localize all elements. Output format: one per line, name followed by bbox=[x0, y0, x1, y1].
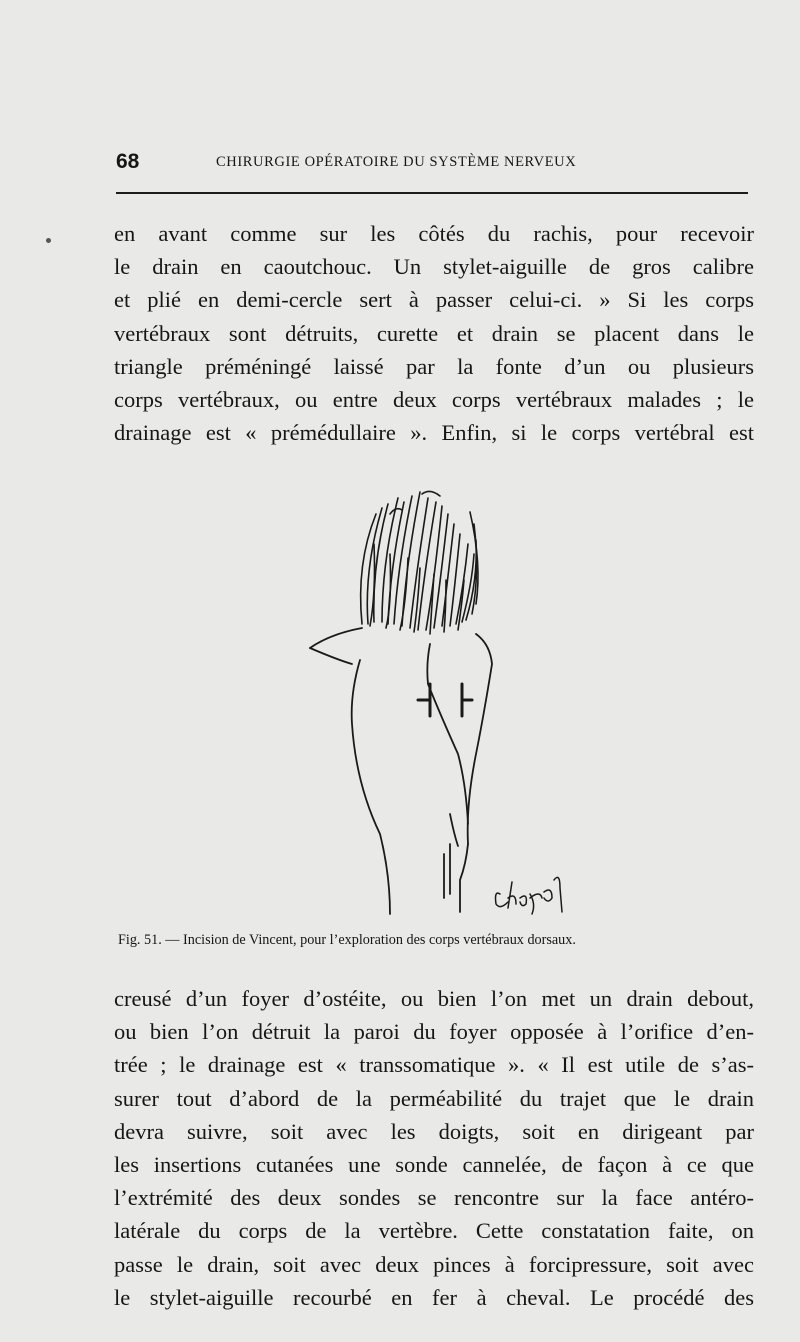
text-line: corps vertébraux, ou entre deux corps vertébraux malades ; le bbox=[114, 387, 754, 413]
margin-mark bbox=[46, 238, 51, 243]
text-line: en avant comme sur les côtés du rachis, pour recevoir bbox=[114, 221, 754, 246]
text-line: les insertions cutanées une sonde cannelée, de façon à ce que bbox=[114, 1152, 754, 1178]
running-head bbox=[116, 150, 750, 180]
header-rule bbox=[116, 192, 748, 194]
text-line: vertébraux sont détruits, curette et drain se placent dans le bbox=[114, 320, 754, 346]
text-line: creusé d’un foyer d’ostéite, ou bien l’on met un drain debout, bbox=[114, 986, 754, 1011]
back-incision-drawing bbox=[290, 484, 610, 928]
text-line: latérale du corps de la vertèbre. Cette constatation faite, on bbox=[114, 1218, 754, 1244]
text-line: triangle préméningé laissé par la fonte d’un ou plusieurs bbox=[114, 353, 754, 379]
text-line: passe le drain, soit avec deux pinces à forcipressure, soit avec bbox=[114, 1251, 754, 1277]
body-text-top bbox=[114, 217, 754, 449]
text-line: drainage est « prémédullaire ». Enfin, si le corps vertébral est bbox=[114, 420, 754, 446]
page-number: 68 bbox=[116, 150, 140, 173]
incision-marks bbox=[418, 684, 472, 716]
text-line: devra suivre, soit avec les doigts, soit en dirigeant par bbox=[114, 1118, 754, 1144]
running-title: CHIRURGIE OPÉRATOIRE DU SYSTÈME NERVEUX bbox=[216, 154, 577, 170]
hair-strokes bbox=[361, 491, 478, 634]
text-line: le drain en caoutchouc. Un stylet-aiguille de gros calibre bbox=[114, 254, 754, 280]
text-line: et plié en demi-cercle sert à passer celui-ci. » Si les corps bbox=[114, 287, 754, 313]
text-line: le stylet-aiguille recourbé en fer à cheval. Le procédé des bbox=[114, 1284, 754, 1310]
text-line: ou bien l’on détruit la paroi du foyer opposée à l’orifice d’en- bbox=[114, 1019, 754, 1045]
text-line: trée ; le drainage est « transsomatique ». « Il est utile de s’as- bbox=[114, 1052, 754, 1078]
figure-illustration bbox=[290, 484, 610, 928]
artist-signature bbox=[496, 877, 563, 914]
body-outline bbox=[310, 628, 492, 914]
figure-caption: Fig. 51. — Incision de Vincent, pour l’exploration des corps vertébraux dorsaux. bbox=[118, 932, 576, 948]
text-line: surer tout d’abord de la perméabilité du trajet que le drain bbox=[114, 1085, 754, 1111]
body-text-bottom bbox=[114, 982, 754, 1314]
text-line: l’extrémité des deux sondes se rencontre sur la face antéro- bbox=[114, 1185, 754, 1211]
